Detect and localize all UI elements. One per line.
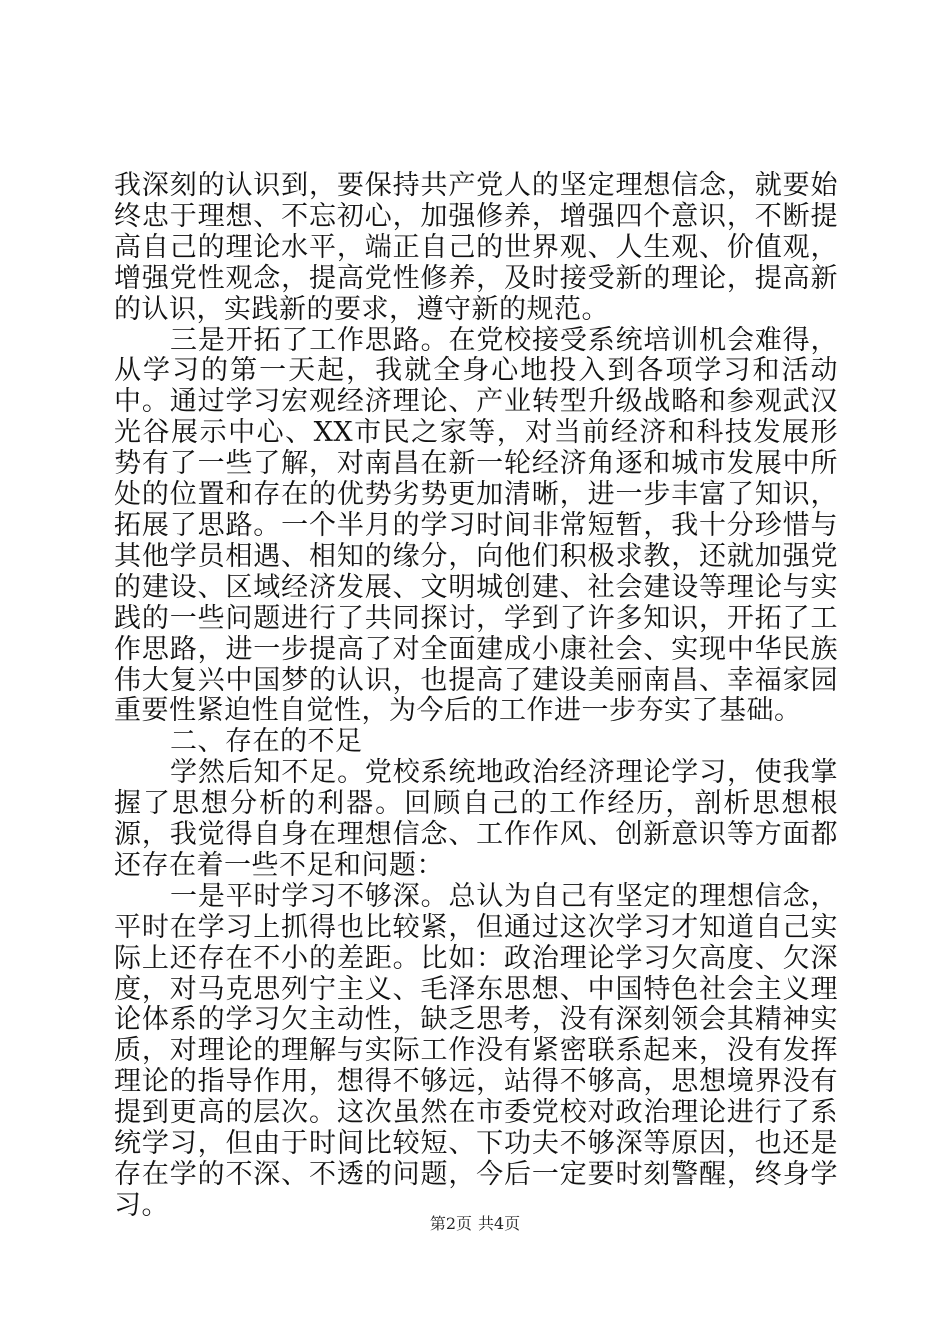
page-footer (0, 1213, 950, 1235)
paragraph-4: 学然后知不足。党校系统地政治经济理论学习，使我掌握了思想分析的利器。回顾自己的工作经历，剖析思想根源，我觉得自身在理想信念、工作作风、创新意识等方面都还存在着一些不足和问题： (114, 757, 838, 881)
paragraph-1: 我深刻的认识到，要保持共产党人的坚定理想信念，就要始终忠于理想、不忘初心，加强修养，增强四个意识，不断提高自己的理论水平，端正自己的世界观、人生观、价值观，增强党性观念，提高党性修养，及时接受新的理论，提高新的认识，实践新的要求，遵守新的规范。 (114, 170, 838, 325)
page-number: 第2页 (429, 1214, 472, 1233)
paragraph-5: 一是平时学习不够深。总认为自己有坚定的理想信念，平时在学习上抓得也比较紧，但通过这次学习才知道自己实际上还存在不小的差距。比如：政治理论学习欠高度、欠深度，对马克思列宁主义、毛泽东思想、中国特色社会主义理论体系的学习欠主动性，缺乏思考，没有深刻领会其精神实质，对理论的理解与实际工作没有紧密联系起来，没有发挥理论的指导作用，想得不够远，站得不够高，思想境界没有提到更高的层次。这次虽然在市委党校对政治理论进行了系统学习，但由于时间比较短、下功夫不够深等原因，也还是存在学的不深、不透的问题，今后一定要时刻警醒，终身学习。 (114, 880, 838, 1221)
section-heading-shortcomings: 二、存在的不足 (170, 726, 363, 758)
page-total: 共4页 (478, 1214, 521, 1233)
document-body (114, 171, 838, 1222)
paragraph-2: 三是开拓了工作思路。在党校接受系统培训机会难得，从学习的第一天起，我就全身心地投入到各项学习和活动中。通过学习宏观经济理论、产业转型升级战略和参观武汉光谷展示中心、XX市民之家等，对当前经济和科技发展形势有了一些了解，对南昌在新一轮经济角逐和城市发展中所处的位置和存在的优势劣势更加清晰，进一步丰富了知识，拓展了思路。一个半月的学习时间非常短暂，我十分珍惜与其他学员相遇、相知的缘分，向他们积极求教，还就加强党的建设、区域经济发展、文明城创建、社会建设等理论与实践的一些问题进行了共同探讨，学到了许多知识，开拓了工作思路，进一步提高了对全面建成小康社会、实现中华民族伟大复兴中国梦的认识，也提高了建设美丽南昌、幸福家园重要性紧迫性自觉性，为今后的工作进一步夯实了基础。 (114, 324, 838, 727)
